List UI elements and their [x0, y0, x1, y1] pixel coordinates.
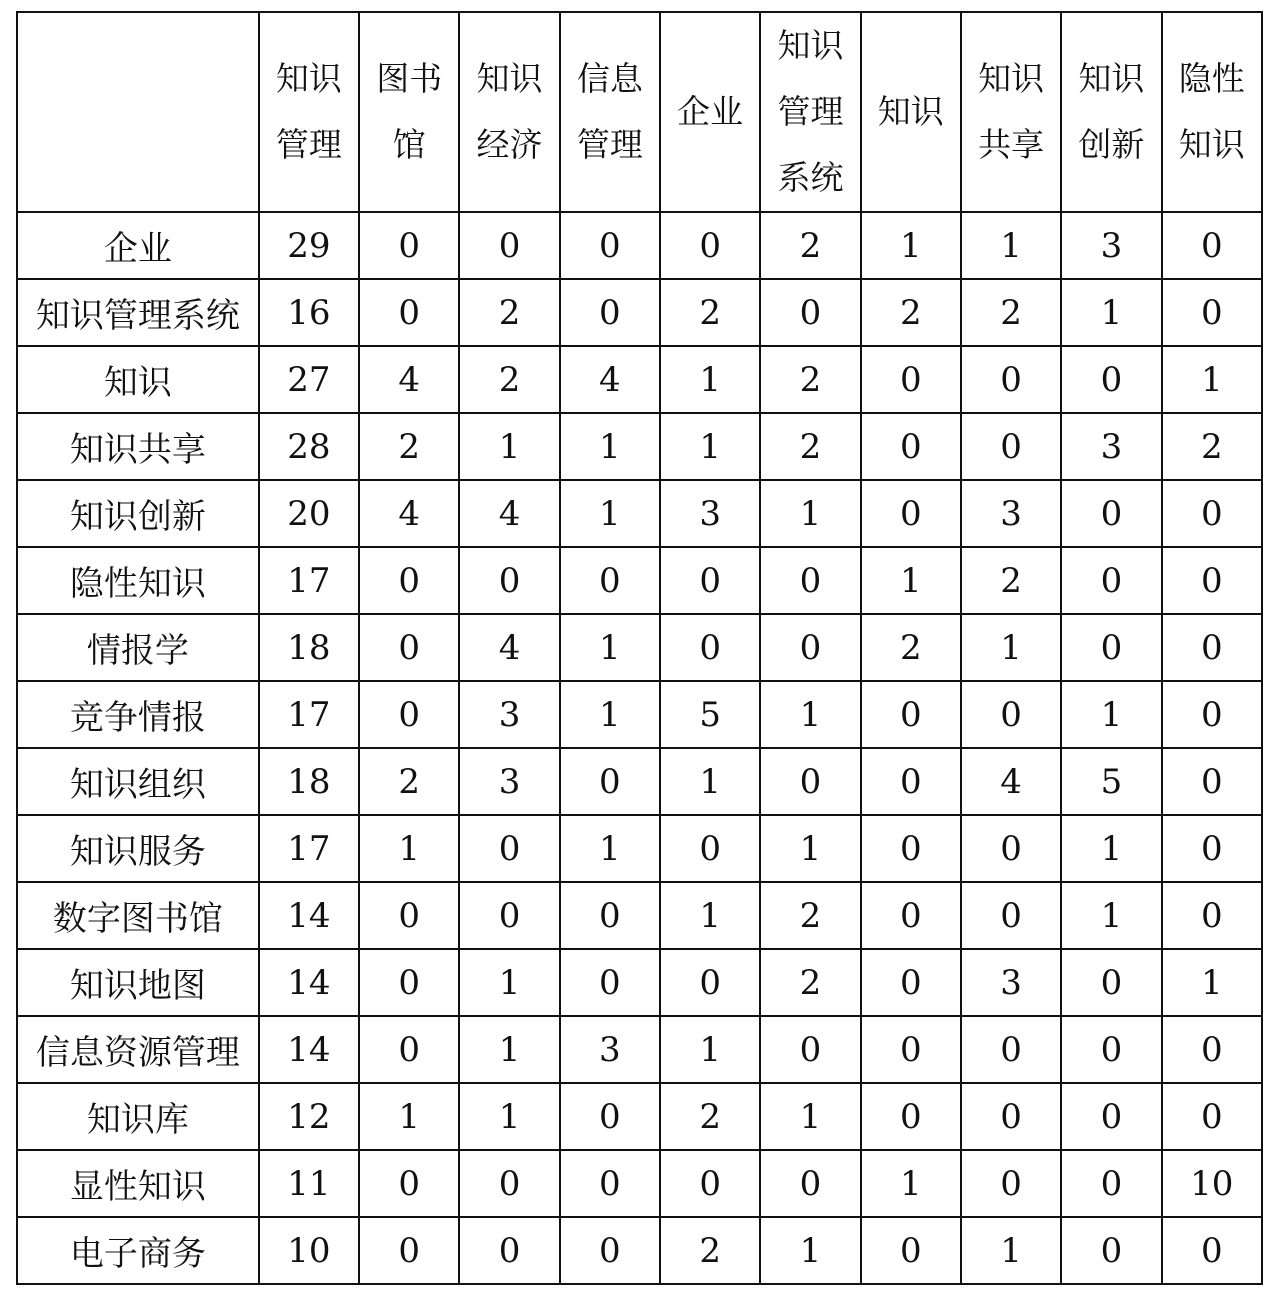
- table-cell: 1: [1061, 681, 1161, 748]
- column-header-line: 管理: [576, 125, 643, 164]
- table-cell: 1: [459, 949, 559, 1016]
- table-cell: 1: [359, 1083, 459, 1150]
- table-cell: 0: [1162, 480, 1262, 547]
- table-cell: 0: [1162, 212, 1262, 279]
- table-cell: 0: [1162, 614, 1262, 681]
- table-cell: 1: [760, 681, 860, 748]
- table-cell: 0: [1061, 1016, 1161, 1083]
- row-header: 竞争情报: [17, 681, 259, 748]
- table-header: [17, 12, 1262, 212]
- table-cell: 1: [660, 748, 760, 815]
- table-cell: 0: [1162, 547, 1262, 614]
- row-header: 知识创新: [17, 480, 259, 547]
- table-cell: 28: [259, 413, 359, 480]
- table-cell: 1: [760, 1083, 860, 1150]
- column-header: [861, 12, 961, 212]
- table-cell: 0: [1061, 1083, 1161, 1150]
- corner-cell: [17, 12, 259, 212]
- table-cell: 3: [560, 1016, 660, 1083]
- table-cell: 1: [660, 413, 760, 480]
- table-row: [17, 212, 1262, 279]
- table-cell: 3: [459, 681, 559, 748]
- table-cell: 0: [560, 748, 660, 815]
- table-cell: 0: [560, 1217, 660, 1284]
- table-cell: 0: [359, 212, 459, 279]
- row-header: 知识库: [17, 1083, 259, 1150]
- table-cell: 0: [359, 1217, 459, 1284]
- table-cell: 0: [359, 949, 459, 1016]
- column-header: [560, 12, 660, 212]
- table-cell: 0: [660, 614, 760, 681]
- row-header: 信息资源管理: [17, 1016, 259, 1083]
- row-header: 知识: [17, 346, 259, 413]
- row-header: 情报学: [17, 614, 259, 681]
- table-cell: 0: [760, 279, 860, 346]
- column-header-line: 知识: [476, 59, 543, 98]
- table-cell: 1: [760, 480, 860, 547]
- table-cell: 0: [359, 614, 459, 681]
- table-cell: 10: [259, 1217, 359, 1284]
- table-cell: 1: [961, 614, 1061, 681]
- row-header: 知识地图: [17, 949, 259, 1016]
- table-cell: 0: [1061, 480, 1161, 547]
- table-cell: 0: [459, 815, 559, 882]
- table-cell: 4: [459, 480, 559, 547]
- table-cell: 0: [961, 413, 1061, 480]
- table-cell: 1: [861, 547, 961, 614]
- column-header: [359, 12, 459, 212]
- table-cell: 3: [1061, 413, 1161, 480]
- table-cell: 0: [861, 748, 961, 815]
- table-cell: 0: [1162, 748, 1262, 815]
- table-cell: 4: [560, 346, 660, 413]
- table-cell: 0: [760, 748, 860, 815]
- table-cell: 0: [1061, 949, 1161, 1016]
- column-header-line: 馆: [392, 125, 426, 164]
- table-cell: 4: [359, 346, 459, 413]
- table-cell: 2: [660, 1083, 760, 1150]
- table-cell: 1: [660, 346, 760, 413]
- column-header-line: 系统: [777, 158, 844, 197]
- table-cell: 17: [259, 681, 359, 748]
- table-cell: 0: [1162, 815, 1262, 882]
- table-cell: 0: [861, 1016, 961, 1083]
- table-cell: 0: [1061, 1150, 1161, 1217]
- table-cell: 0: [660, 547, 760, 614]
- column-header-line: 管理: [275, 125, 342, 164]
- column-header-line: 知识: [877, 92, 944, 131]
- column-header: [660, 12, 760, 212]
- table-cell: 29: [259, 212, 359, 279]
- table-cell: 0: [961, 815, 1061, 882]
- table-cell: 1: [1061, 279, 1161, 346]
- table-cell: 0: [1162, 279, 1262, 346]
- table-cell: 0: [660, 212, 760, 279]
- table-cell: 4: [359, 480, 459, 547]
- table-cell: 0: [961, 681, 1061, 748]
- table-cell: 1: [560, 815, 660, 882]
- table-cell: 1: [1162, 949, 1262, 1016]
- table-cell: 0: [861, 480, 961, 547]
- table-cell: 0: [1061, 346, 1161, 413]
- table-cell: 0: [1061, 547, 1161, 614]
- table-row: [17, 815, 1262, 882]
- table-cell: 0: [961, 1016, 1061, 1083]
- table-cell: 14: [259, 1016, 359, 1083]
- table-cell: 1: [359, 815, 459, 882]
- table-row: [17, 480, 1262, 547]
- table-body: [17, 212, 1262, 1284]
- table-cell: 2: [459, 279, 559, 346]
- column-header-line: 知识: [1078, 59, 1145, 98]
- column-header: [459, 12, 559, 212]
- column-header-line: 知识: [978, 59, 1045, 98]
- column-header-line: 管理: [777, 92, 844, 131]
- table-cell: 1: [861, 1150, 961, 1217]
- table-cell: 16: [259, 279, 359, 346]
- table-cell: 1: [459, 1016, 559, 1083]
- table-cell: 0: [1162, 882, 1262, 949]
- table-cell: 2: [861, 279, 961, 346]
- row-header: 隐性知识: [17, 547, 259, 614]
- table-cell: 0: [760, 1016, 860, 1083]
- table-cell: 0: [560, 279, 660, 346]
- table-cell: 1: [560, 681, 660, 748]
- table-cell: 1: [1061, 882, 1161, 949]
- table-cell: 0: [359, 279, 459, 346]
- table-cell: 2: [760, 882, 860, 949]
- table-cell: 0: [359, 681, 459, 748]
- column-header-line: 图书: [376, 59, 443, 98]
- row-header: 知识共享: [17, 413, 259, 480]
- row-header: 知识组织: [17, 748, 259, 815]
- column-header: [1162, 12, 1262, 212]
- table-cell: 2: [961, 547, 1061, 614]
- table-cell: 2: [459, 346, 559, 413]
- table-cell: 0: [359, 547, 459, 614]
- column-header-line: 企业: [677, 92, 744, 131]
- table-cell: 0: [760, 614, 860, 681]
- table-cell: 0: [560, 949, 660, 1016]
- table-cell: 0: [359, 1150, 459, 1217]
- table-cell: 1: [760, 1217, 860, 1284]
- column-header-line: 知识: [275, 59, 342, 98]
- table-row: [17, 1150, 1262, 1217]
- table-cell: 1: [760, 815, 860, 882]
- table-cell: 0: [459, 1150, 559, 1217]
- table-cell: 14: [259, 949, 359, 1016]
- table-cell: 0: [1162, 1016, 1262, 1083]
- table-cell: 3: [961, 480, 1061, 547]
- table-row: [17, 1016, 1262, 1083]
- table-cell: 1: [459, 413, 559, 480]
- table-cell: 4: [961, 748, 1061, 815]
- row-header: 显性知识: [17, 1150, 259, 1217]
- table-cell: 1: [961, 212, 1061, 279]
- row-header: 电子商务: [17, 1217, 259, 1284]
- column-header: [961, 12, 1061, 212]
- column-header: [1061, 12, 1161, 212]
- row-header: 数字图书馆: [17, 882, 259, 949]
- column-header-line: 知识: [1178, 125, 1245, 164]
- table-cell: 1: [660, 882, 760, 949]
- row-header: 企业: [17, 212, 259, 279]
- table-row: [17, 748, 1262, 815]
- table-cell: 0: [861, 1083, 961, 1150]
- table-row: [17, 279, 1262, 346]
- table-cell: 1: [560, 413, 660, 480]
- table-cell: 0: [861, 346, 961, 413]
- table-cell: 0: [560, 547, 660, 614]
- table-cell: 27: [259, 346, 359, 413]
- table-row: [17, 547, 1262, 614]
- table-cell: 0: [1162, 681, 1262, 748]
- table-cell: 0: [961, 1150, 1061, 1217]
- table-cell: 0: [1162, 1083, 1262, 1150]
- column-header-line: 知识: [777, 26, 844, 65]
- table-cell: 2: [760, 212, 860, 279]
- table-cell: 0: [359, 1016, 459, 1083]
- table-cell: 0: [560, 1150, 660, 1217]
- table-cell: 1: [1162, 346, 1262, 413]
- table-row: [17, 882, 1262, 949]
- table-row: [17, 949, 1262, 1016]
- table-cell: 2: [660, 1217, 760, 1284]
- column-header-line: 隐性: [1178, 59, 1245, 98]
- table-cell: 1: [961, 1217, 1061, 1284]
- table-cell: 18: [259, 614, 359, 681]
- table-row: [17, 1083, 1262, 1150]
- table-cell: 0: [861, 1217, 961, 1284]
- table-cell: 2: [760, 413, 860, 480]
- table-cell: 1: [660, 1016, 760, 1083]
- table-cell: 1: [560, 614, 660, 681]
- table-cell: 0: [359, 882, 459, 949]
- cooccurrence-table: [16, 11, 1263, 1285]
- table-cell: 2: [359, 748, 459, 815]
- table-cell: 2: [1162, 413, 1262, 480]
- table-cell: 0: [861, 882, 961, 949]
- table-cell: 14: [259, 882, 359, 949]
- table-cell: 0: [560, 212, 660, 279]
- table-cell: 12: [259, 1083, 359, 1150]
- table-cell: 17: [259, 547, 359, 614]
- table-cell: 0: [961, 346, 1061, 413]
- table-cell: 0: [459, 882, 559, 949]
- table-cell: 18: [259, 748, 359, 815]
- table-cell: 0: [560, 1083, 660, 1150]
- table-cell: 10: [1162, 1150, 1262, 1217]
- table-cell: 2: [760, 949, 860, 1016]
- table-cell: 1: [560, 480, 660, 547]
- table-cell: 0: [961, 1083, 1061, 1150]
- column-header: [259, 12, 359, 212]
- column-header: [760, 12, 860, 212]
- table-cell: 0: [861, 413, 961, 480]
- table-cell: 17: [259, 815, 359, 882]
- table-cell: 1: [1061, 815, 1161, 882]
- column-header-line: 经济: [476, 125, 543, 164]
- table-cell: 0: [459, 1217, 559, 1284]
- table-cell: 0: [660, 1150, 760, 1217]
- table-cell: 0: [1162, 1217, 1262, 1284]
- table-cell: 2: [359, 413, 459, 480]
- table-cell: 0: [459, 547, 559, 614]
- table-cell: 0: [1061, 1217, 1161, 1284]
- table-cell: 3: [660, 480, 760, 547]
- table-cell: 0: [861, 949, 961, 1016]
- header-row: [17, 12, 1262, 212]
- table-cell: 0: [961, 882, 1061, 949]
- table-cell: 0: [560, 882, 660, 949]
- table-cell: 0: [660, 815, 760, 882]
- table-cell: 2: [861, 614, 961, 681]
- table-row: [17, 413, 1262, 480]
- table-cell: 2: [760, 346, 860, 413]
- table-row: [17, 614, 1262, 681]
- table-cell: 0: [861, 681, 961, 748]
- table-cell: 11: [259, 1150, 359, 1217]
- table-cell: 1: [459, 1083, 559, 1150]
- table-cell: 2: [660, 279, 760, 346]
- table-cell: 5: [1061, 748, 1161, 815]
- table-cell: 0: [1061, 614, 1161, 681]
- column-header-line: 共享: [978, 125, 1045, 164]
- table-cell: 0: [660, 949, 760, 1016]
- table-cell: 20: [259, 480, 359, 547]
- table-cell: 2: [961, 279, 1061, 346]
- column-header-line: 创新: [1078, 125, 1145, 164]
- row-header: 知识管理系统: [17, 279, 259, 346]
- row-header: 知识服务: [17, 815, 259, 882]
- table-cell: 4: [459, 614, 559, 681]
- table-cell: 5: [660, 681, 760, 748]
- column-header-line: 信息: [576, 59, 643, 98]
- table-cell: 0: [760, 547, 860, 614]
- table-row: [17, 681, 1262, 748]
- table-row: [17, 1217, 1262, 1284]
- table-cell: 0: [459, 212, 559, 279]
- table-cell: 3: [961, 949, 1061, 1016]
- table-cell: 3: [1061, 212, 1161, 279]
- table-cell: 1: [861, 212, 961, 279]
- table-cell: 3: [459, 748, 559, 815]
- table-cell: 0: [760, 1150, 860, 1217]
- table-cell: 0: [861, 815, 961, 882]
- table-row: [17, 346, 1262, 413]
